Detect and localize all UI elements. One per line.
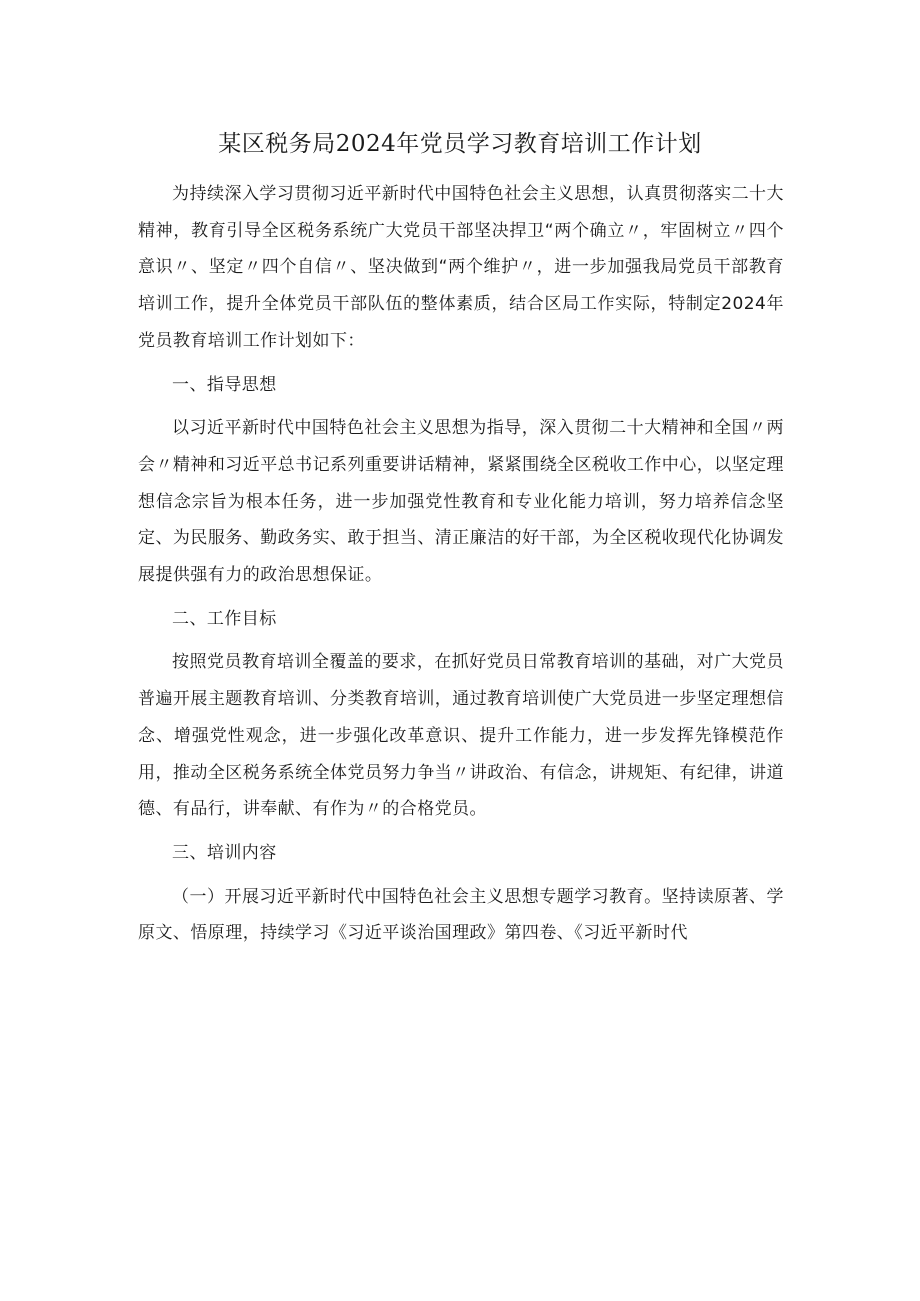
section-heading-work-goals: 二、工作目标 <box>172 608 277 629</box>
section-heading-training-content: 三、培训内容 <box>172 842 277 863</box>
section-heading-guiding-ideology: 一、指导思想 <box>172 374 277 395</box>
intro-paragraph: 为持续深入学习贯彻习近平新时代中国特色社会主义思想，认真贯彻落实二十大精神，教育引导全区税务系统广大党员干部坚决捍卫“两个确立〃，牢固树立〃四个意识〃、坚定〃四个自信〃、坚决做到“两个维护〃，进一步加强我局党员干部教育培训工作，提升全体党员干部队伍的整体素质，结合区局工作实际，特制定2024年党员教育培训工作计划如下： <box>138 184 784 351</box>
document-body <box>138 176 784 952</box>
document-title: 某区税务局2024年党员学习教育培训工作计划 <box>218 131 702 157</box>
section-paragraph-training-content: （一）开展习近平新时代中国特色社会主义思想专题学习教育。坚持读原著、学原文、悟原理，持续学习《习近平谈治国理政》第四卷、《习近平新时代 <box>138 886 784 944</box>
section-paragraph-work-goals: 按照党员教育培训全覆盖的要求，在抓好党员日常教育培训的基础，对广大党员普遍开展主题教育培训、分类教育培训，通过教育培训使广大党员进一步坚定理想信念、增强党性观念，进一步强化改革意识、提升工作能力，进一步发挥先锋模范作用，推动全区税务系统全体党员努力争当〃讲政治、有信念，讲规矩、有纪律，讲道德、有品行，讲奉献、有作为〃的合格党员。 <box>138 652 784 820</box>
section-paragraph-guiding-ideology: 以习近平新时代中国特色社会主义思想为指导，深入贯彻二十大精神和全国〃两会〃精神和习近平总书记系列重要讲话精神，紧紧围绕全区税收工作中心，以坚定理想信念宗旨为根本任务，进一步加强党性教育和专业化能力培训，努力培养信念坚定、为民服务、勤政务实、敢于担当、清正廉洁的好干部，为全区税收现代化协调发展提供强有力的政治思想保证。 <box>138 418 784 586</box>
